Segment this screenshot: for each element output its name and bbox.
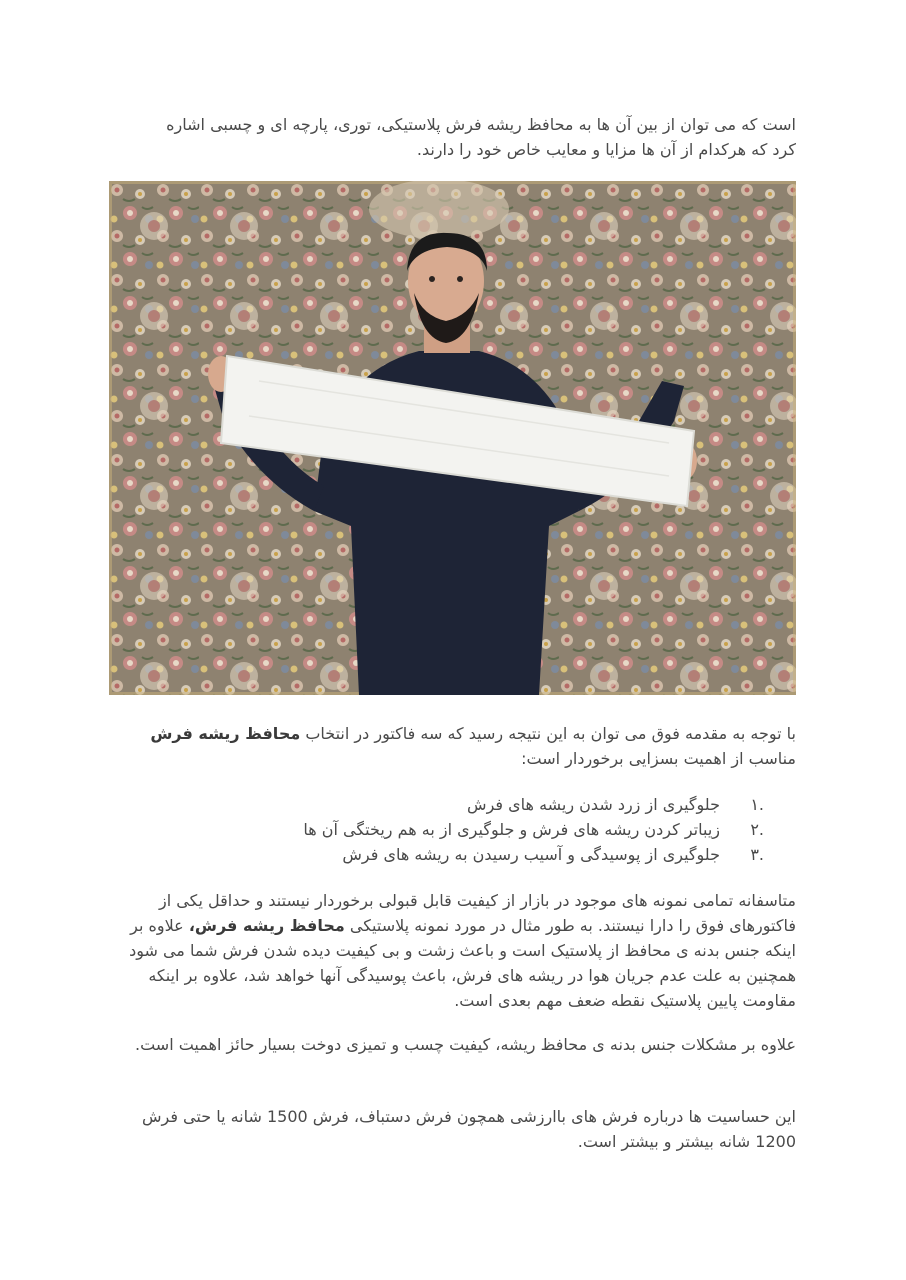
carpet-protector-photo: [109, 181, 796, 695]
list-item: [110, 817, 796, 842]
factors-text-post: مناسب از اهمیت بسزایی برخوردار است:: [521, 749, 796, 768]
list-item-number: .۲: [750, 820, 764, 839]
list-item: [110, 792, 796, 817]
problems-paragraph: [110, 888, 796, 1013]
adhesive-paragraph: علاوه بر مشکلات جنس بدنه ی محافظ ریشه، کیفیت چسب و تمیزی دوخت بسیار حائز اهمیت است.: [134, 1035, 796, 1054]
factors-text-pre: با توجه به مقدمه فوق می توان به این نتیجه رسید که سه فاکتور در انتخاب: [300, 724, 796, 743]
list-item-number: .۳: [750, 845, 764, 864]
list-item-text: جلوگیری از پوسیدگی و آسیب رسیدن به ریشه های فرش: [342, 845, 720, 864]
problems-text-pre: متاسفانه تمامی نمونه های موجود در بازار از کیفیت قابل قبولی برخوردار نیستند و حداقل یکی از فاکتورهای فوق را دارا نیستند. به طور مثال در مورد نمونه پلاستیکی: [159, 891, 796, 935]
factors-paragraph: [110, 721, 796, 771]
list-item: [110, 842, 796, 867]
factors-keyword[interactable]: محافظ ریشه فرش: [150, 724, 301, 743]
list-item-text: جلوگیری از زرد شدن ریشه های فرش: [467, 795, 720, 814]
factors-list: [110, 792, 796, 867]
problems-keyword[interactable]: محافظ ریشه فرش،: [188, 916, 345, 935]
intro-line-2: کرد که هرکدام از آن ها مزایا و معایب خاص خود را دارند.: [416, 140, 796, 159]
intro-paragraph: [110, 112, 796, 162]
list-item-text: زیباتر کردن ریشه های فرش و جلوگیری از به هم ریختگی آن ها: [303, 820, 720, 839]
problems-text-post: علاوه بر اینکه جنس بدنه ی محافظ از پلاستیک است و باعث زشت و بی کیفیت دیده شدن فرش شما می شود همچنین به علت عدم جریان هوا در ریشه های فرش، باعث پوسیدگی آنها خواهد شد، علاوه بر اینکه مقاومت پایین پلاستیک نقطه ضعف مهم بعدی است.: [129, 916, 796, 1010]
list-item-number: .۱: [750, 795, 764, 814]
intro-line-1: است که می توان از بین آن ها به محافظ ریشه فرش پلاستیکی، توری، پارچه ای و چسبی اشاره: [166, 115, 796, 134]
sensitivity-paragraph: این حساسیت ها درباره فرش های باارزشی همچون فرش دستباف، فرش 1500 شانه یا حتی فرش 1200 شانه بیشتر و بیشتر است.: [141, 1107, 796, 1151]
